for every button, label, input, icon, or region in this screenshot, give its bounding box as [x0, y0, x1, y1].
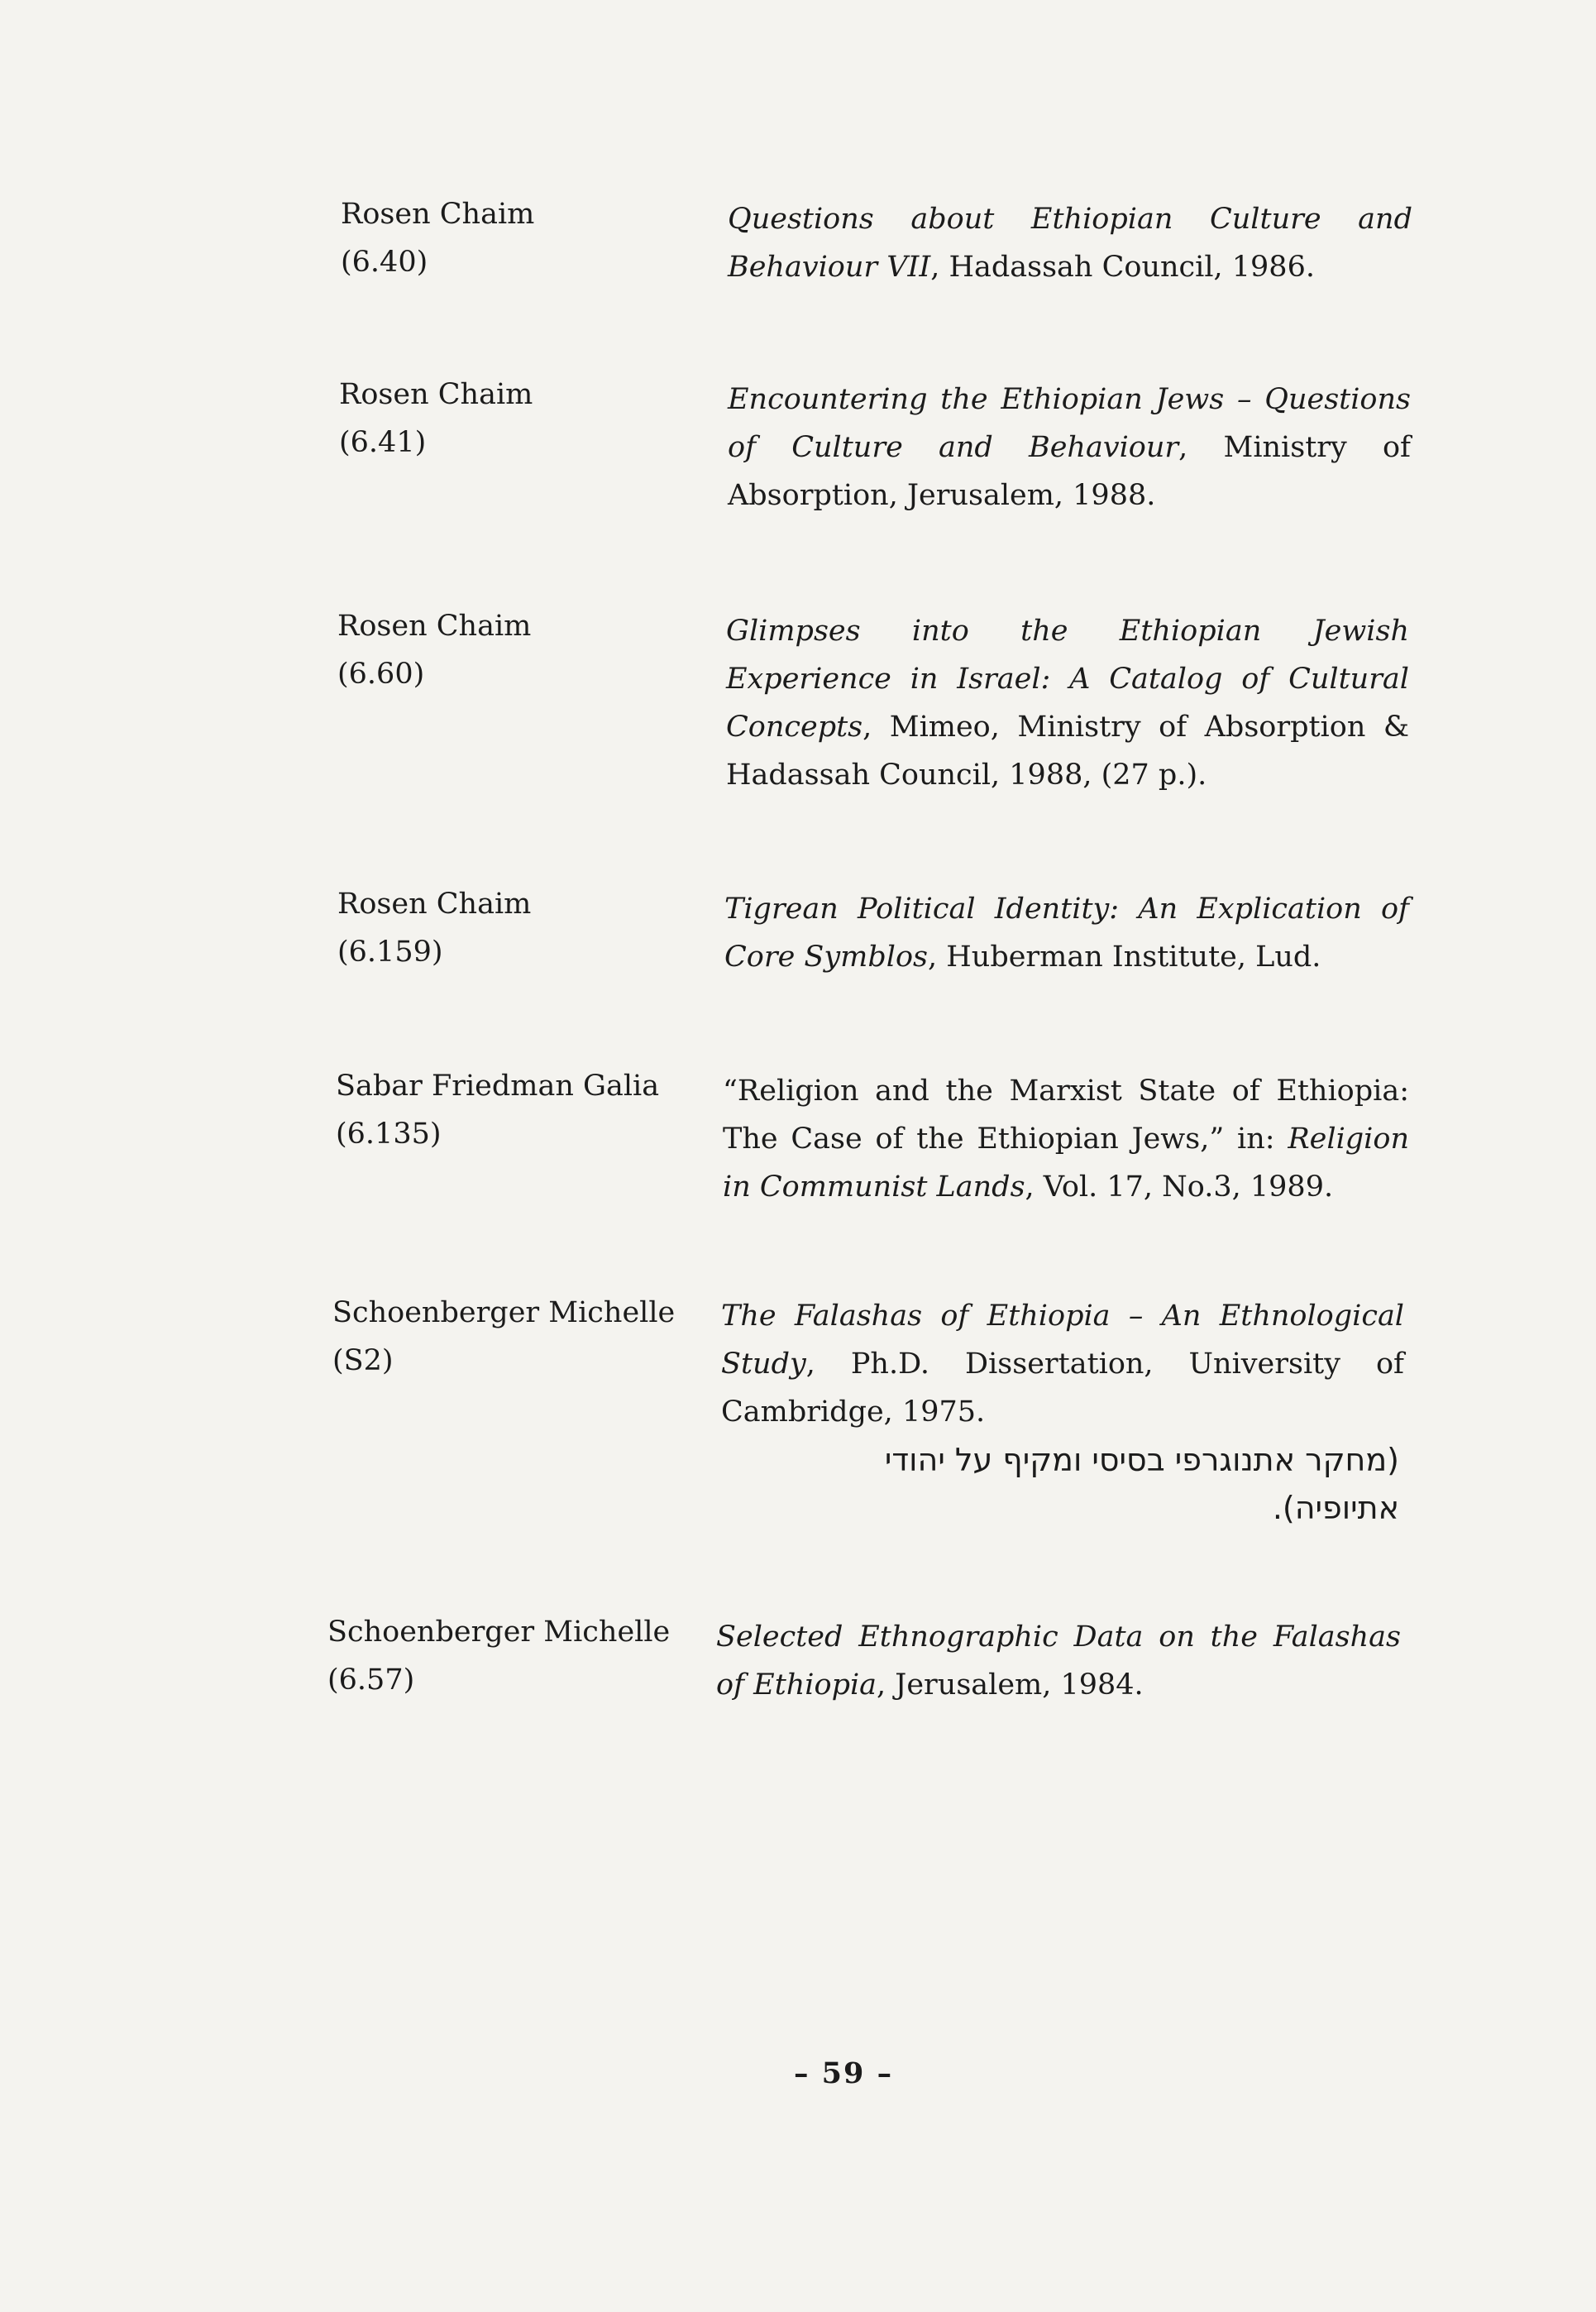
- author-name: Sabar Friedman Galia: [336, 1070, 660, 1103]
- author-name: Rosen Chaim: [341, 198, 535, 231]
- entry-author: [339, 371, 703, 467]
- citation-title: Questions about Ethiopian Culture and Behaviour VII: [728, 203, 1412, 284]
- citation-title: Religion in Communist Lands: [723, 1122, 1409, 1204]
- entry-code: (6.41): [339, 426, 427, 459]
- page-number: – 59 –: [794, 2056, 894, 2090]
- entry-citation: [721, 1292, 1404, 1532]
- author-name: Schoenberger Michelle: [327, 1616, 671, 1649]
- citation-title: The Falashas of Ethiopia – An Ethnological Study: [721, 1300, 1404, 1381]
- entry-citation: [723, 1067, 1409, 1211]
- author-name: Schoenberger Michelle: [332, 1296, 676, 1329]
- entry-code: (6.135): [336, 1118, 442, 1151]
- citation-details: , Jerusalem, 1984.: [877, 1668, 1144, 1702]
- author-name: Rosen Chaim: [339, 378, 533, 411]
- entry-author: [332, 1289, 696, 1385]
- citation-details: , Mimeo, Ministry of Absorption & Hadassah Council, 1988, (27 p.).: [726, 711, 1409, 792]
- entry-author: [336, 1062, 700, 1158]
- entry-citation: [716, 1613, 1401, 1709]
- citation-title: Glimpses into the Ethiopian Jewish Experience in Israel: A Catalog of Cultural Concepts: [726, 615, 1409, 744]
- citation-title: Selected Ethnographic Data on the Falashas of Ethiopia: [716, 1620, 1401, 1702]
- entry-code: (6.40): [341, 246, 428, 279]
- entry-citation: [728, 195, 1412, 291]
- author-name: Rosen Chaim: [337, 888, 532, 921]
- entry-author: [327, 1608, 691, 1704]
- citation-details: “Religion and the Marxist State of Ethiopia: The Case of the Ethiopian Jews,” in:: [723, 1075, 1409, 1156]
- entry-citation: [728, 376, 1411, 519]
- entry-code: (6.57): [327, 1663, 415, 1697]
- entry-code: (S2): [332, 1344, 394, 1377]
- entry-citation: [726, 607, 1409, 799]
- citation-details: , Vol. 17, No.3, 1989.: [1025, 1170, 1334, 1204]
- hebrew-line: אתיופיה).: [1272, 1490, 1399, 1526]
- entry-author: [341, 190, 705, 286]
- entry-code: (6.60): [337, 658, 425, 691]
- citation-details: , Huberman Institute, Lud.: [928, 941, 1321, 974]
- citation-details: , Ph.D. Dissertation, University of Cambridge, 1975.: [721, 1347, 1404, 1429]
- citation-title: Encountering the Ethiopian Jews – Questions of Culture and Behaviour: [728, 383, 1411, 464]
- hebrew-annotation: [721, 1436, 1399, 1532]
- entry-code: (6.159): [337, 936, 443, 969]
- hebrew-line: (מחקר אתנוגרפי בסיסי ומקיף על יהודי: [884, 1442, 1399, 1478]
- entry-citation: [724, 885, 1409, 981]
- author-name: Rosen Chaim: [337, 610, 532, 643]
- entry-author: [337, 602, 701, 698]
- citation-details: , Hadassah Council, 1986.: [930, 251, 1315, 284]
- citation-details: , Ministry of Absorption, Jerusalem, 1988.: [728, 431, 1411, 512]
- citation-title: Tigrean Political Identity: An Explication of Core Symblos: [724, 893, 1409, 974]
- entry-author: [337, 880, 701, 976]
